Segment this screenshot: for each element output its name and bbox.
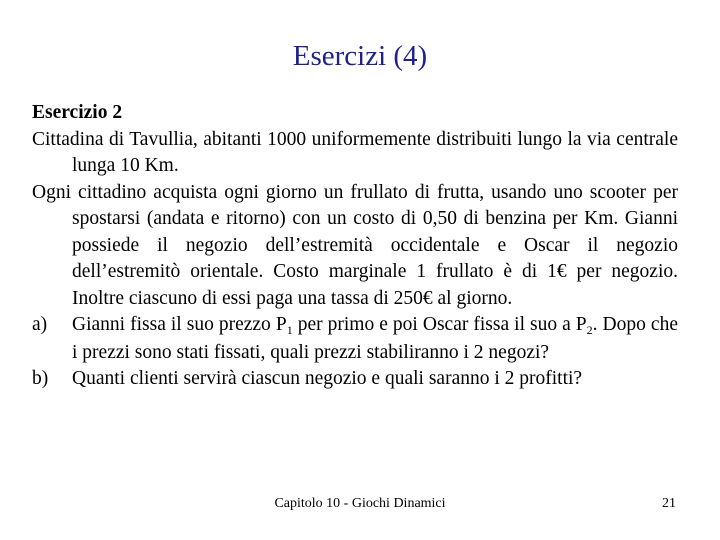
question-b [32, 366, 678, 393]
question-a-text-part2: per primo e poi Oscar fissa il suo a P [292, 314, 587, 335]
question-b-text: Quanti clienti servirà ciascun negozio e quali saranno i 2 profitti? [72, 368, 583, 389]
question-a-label: a) [32, 314, 48, 335]
question-a [32, 312, 678, 366]
question-a-text [72, 312, 678, 366]
footer-chapter: Capitolo 10 - Giochi Dinamici [274, 496, 446, 511]
paragraph-citizens: Ogni cittadino acquista ogni giorno un frullato di frutta, usando uno scooter per spostarsi (andata e ritorno) con un costo di 0,50 di benzina per Km. Gianni possiede il negozio dell’estremità occidentale e Oscar il negozio dell’estremitò orientale. Costo marginale 1 frullato è di 1€ per negozio. Inoltre ciascuno di essi paga una tassa di 250€ al giorno. [32, 181, 678, 309]
price-subscript-2: 2 [586, 323, 593, 337]
slide-title: Esercizi (4) [292, 40, 428, 72]
exercise-heading: Esercizio 2 [32, 102, 123, 123]
question-a-text-part3: . Dopo che i prezzi sono stati fissati, quali prezzi stabiliranno i 2 negozi? [72, 314, 678, 363]
page-number: 21 [662, 496, 676, 511]
question-b-label: b) [32, 368, 49, 389]
question-a-text-part1: Gianni fissa il suo prezzo P [72, 314, 287, 335]
price-subscript-1: 1 [286, 323, 293, 337]
slide-content [32, 100, 678, 393]
paragraph-town: Cittadina di Tavullia, abitanti 1000 uniformemente distribuiti lungo la via centrale lunga 10 Km. [32, 128, 678, 176]
